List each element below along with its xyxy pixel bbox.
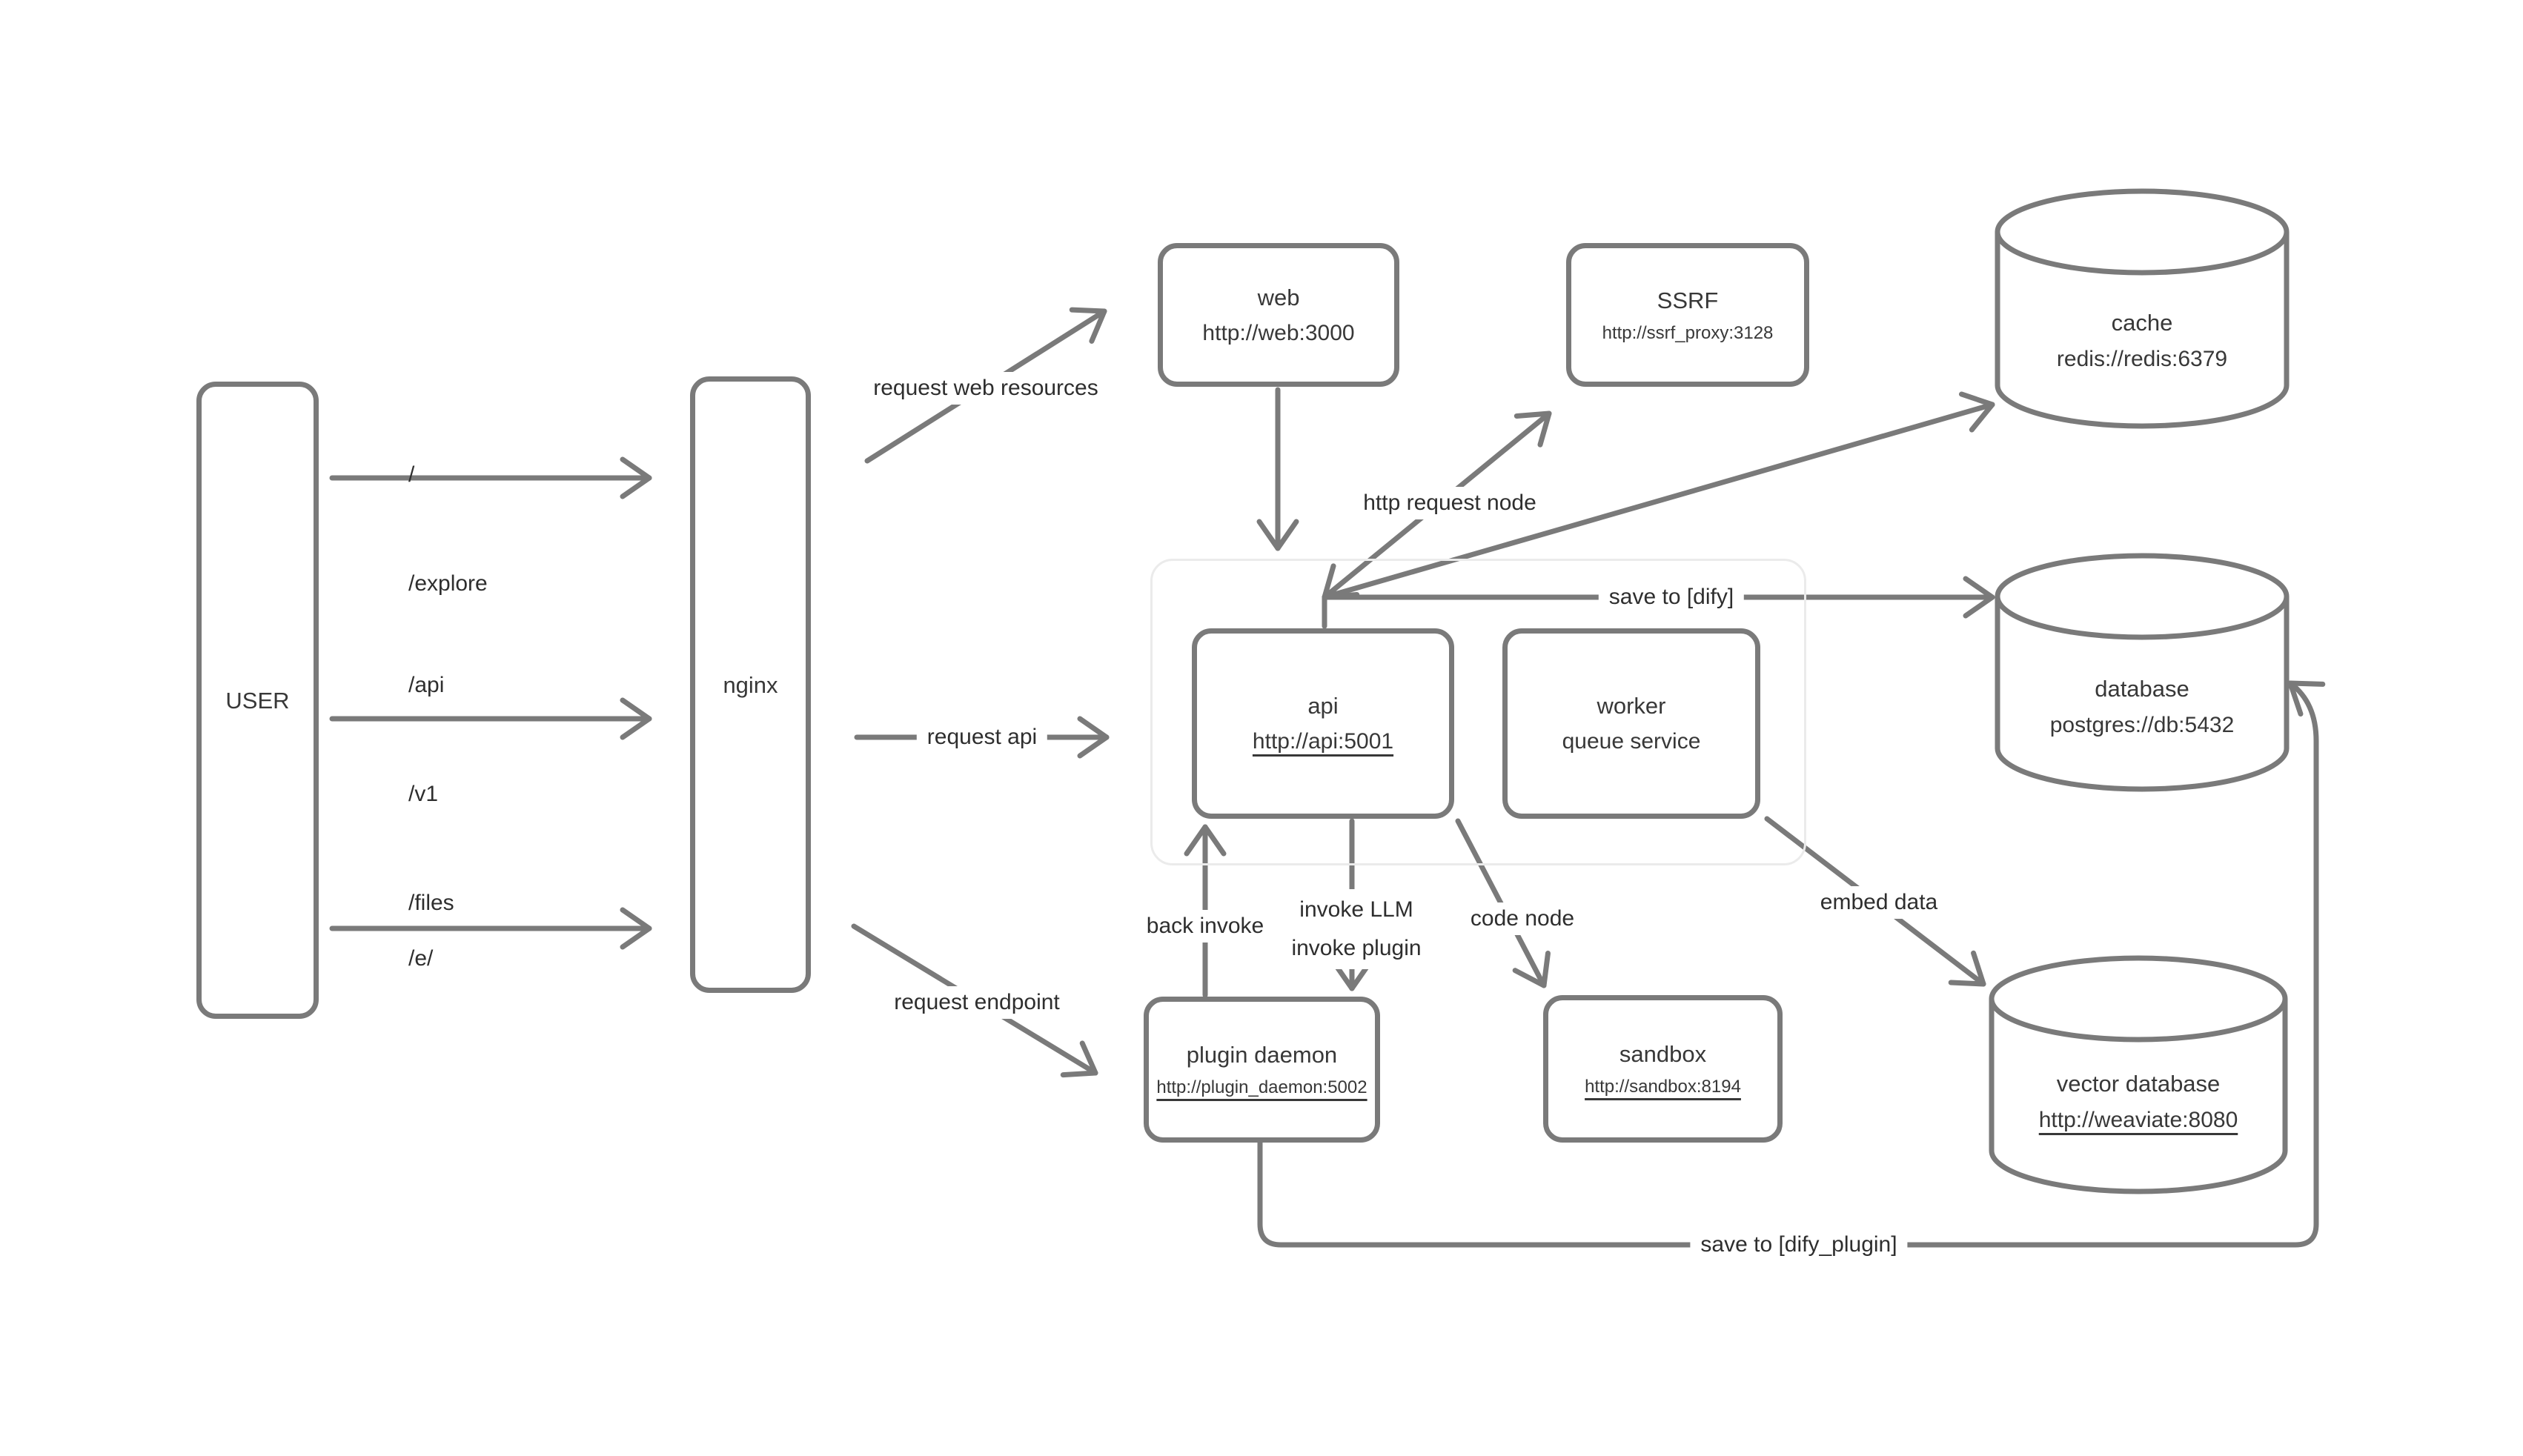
label-save-to-dify: save to [dify] xyxy=(1599,581,1744,614)
node-cache-title: cache xyxy=(2111,310,2173,336)
node-worker-title: worker xyxy=(1597,693,1666,719)
user-endpoint-paths xyxy=(408,868,433,1049)
node-plugin-daemon-title: plugin daemon xyxy=(1186,1042,1338,1068)
node-nginx-label: nginx xyxy=(723,671,778,698)
node-cache-label xyxy=(2057,305,2227,377)
node-user-label: USER xyxy=(225,687,290,714)
node-cache-url: redis://redis:6379 xyxy=(2056,347,2228,371)
node-ssrf-url: http://ssrf_proxy:3128 xyxy=(1602,322,1774,343)
node-worker-subtitle: queue service xyxy=(1562,729,1701,754)
node-plugin-daemon-url: http://plugin_daemon:5002 xyxy=(1156,1077,1367,1097)
node-api xyxy=(1192,628,1454,819)
node-web-url: http://web:3000 xyxy=(1202,320,1355,345)
node-database-url: postgres://db:5432 xyxy=(2049,713,2235,737)
node-sandbox xyxy=(1543,995,1783,1143)
path-e: /e/ xyxy=(408,946,434,971)
label-invoke-plugin: invoke plugin xyxy=(1291,936,1422,960)
label-http-request-node: http request node xyxy=(1353,487,1547,519)
label-invoke-llm: invoke LLM xyxy=(1299,897,1413,922)
node-nginx xyxy=(690,376,811,993)
node-worker xyxy=(1502,628,1760,819)
path-v1: /v1 xyxy=(408,782,439,806)
node-vector-database-url: http://weaviate:8080 xyxy=(2038,1108,2238,1132)
label-code-node: code node xyxy=(1460,902,1585,935)
node-ssrf xyxy=(1566,243,1809,387)
node-sandbox-title: sandbox xyxy=(1619,1041,1707,1067)
label-request-web-resources: request web resources xyxy=(863,372,1109,405)
node-user xyxy=(196,382,319,1019)
label-invoke xyxy=(1284,889,1428,969)
label-request-api: request api xyxy=(917,721,1047,754)
node-api-title: api xyxy=(1307,693,1339,719)
label-back-invoke: back invoke xyxy=(1136,910,1274,943)
node-database-label xyxy=(2050,671,2235,743)
node-web xyxy=(1158,243,1399,387)
node-web-title: web xyxy=(1257,284,1300,310)
node-vector-database-label xyxy=(2039,1066,2238,1138)
path-explore: /explore xyxy=(408,571,488,596)
node-vector-database-title: vector database xyxy=(2056,1071,2221,1097)
label-save-to-dify-plugin: save to [dify_plugin] xyxy=(1690,1229,1907,1261)
path-files: /files xyxy=(408,891,454,915)
path-api: /api xyxy=(408,673,445,697)
node-sandbox-url: http://sandbox:8194 xyxy=(1585,1077,1741,1097)
label-embed-data: embed data xyxy=(1810,886,1948,919)
node-api-url: http://api:5001 xyxy=(1252,729,1394,754)
node-ssrf-title: SSRF xyxy=(1657,287,1719,313)
node-database-title: database xyxy=(2095,676,2189,702)
path-root: / xyxy=(408,462,415,487)
node-plugin-daemon xyxy=(1144,997,1380,1143)
label-request-endpoint: request endpoint xyxy=(883,986,1070,1019)
